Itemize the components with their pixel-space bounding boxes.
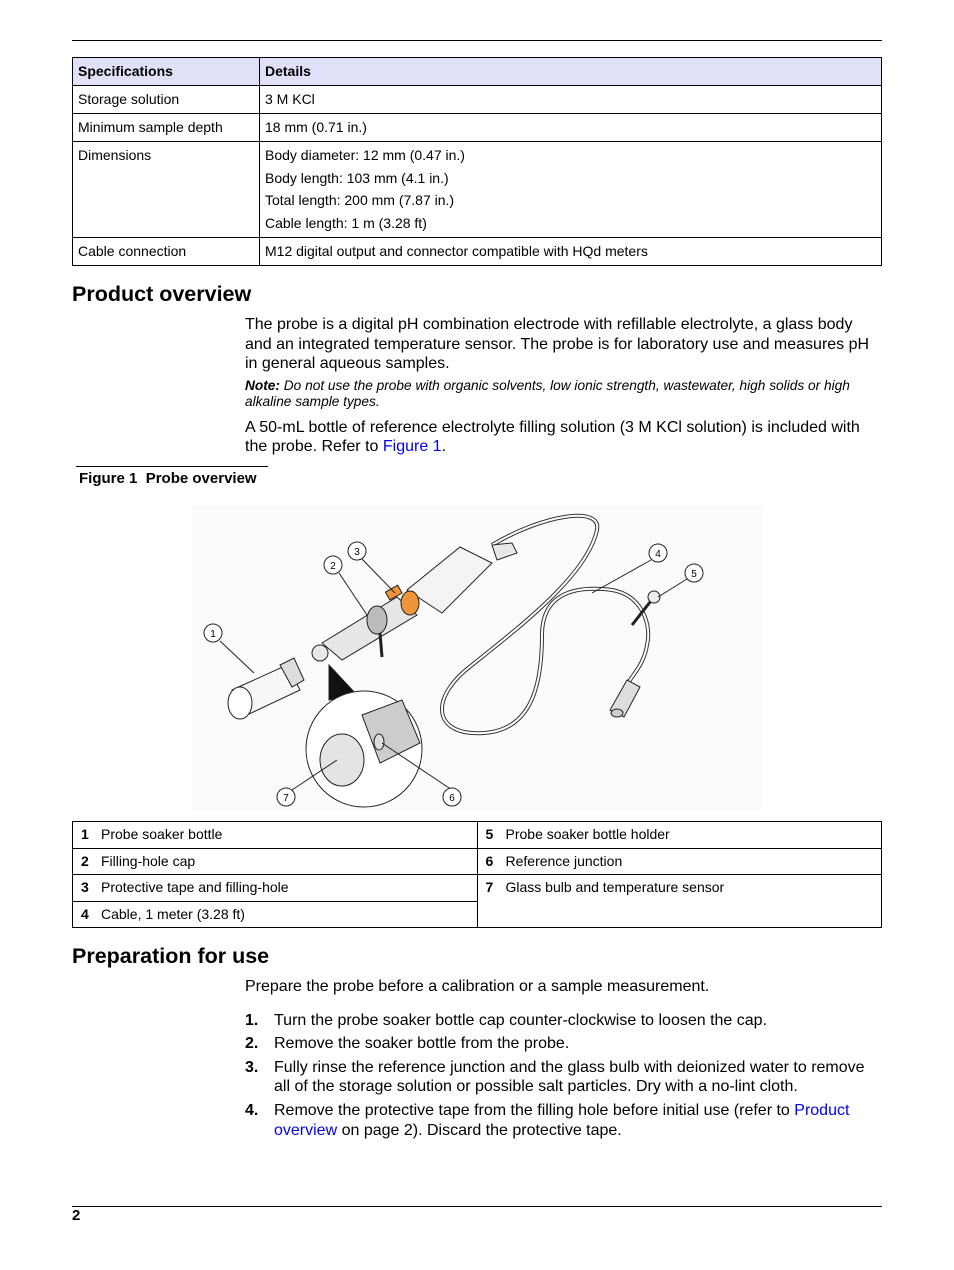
product-overview-body (245, 315, 880, 457)
specifications-table (72, 57, 882, 266)
text: . (441, 438, 447, 456)
table-row (73, 142, 882, 238)
spec-name: Storage solution (73, 86, 260, 114)
page-number: 2 (72, 1207, 81, 1224)
table-row (73, 114, 882, 142)
legend-row (73, 822, 882, 849)
figure-legend-table (72, 821, 882, 928)
legend-label: Probe soaker bottle holder (505, 826, 670, 842)
spec-detail (260, 142, 882, 238)
step-text: Remove the soaker bottle from the probe. (274, 1035, 570, 1053)
step-num: 4. (245, 1101, 259, 1119)
callout-5: 5 (691, 569, 697, 580)
spec-name: Dimensions (73, 142, 260, 238)
legend-num: 3 (81, 879, 89, 895)
legend-num: 4 (81, 905, 89, 922)
table-row (73, 86, 882, 114)
step-text: Turn the probe soaker bottle cap counter-clockwise to loosen the cap. (274, 1011, 768, 1029)
step-num: 1. (245, 1011, 259, 1029)
callout-6: 6 (449, 793, 455, 804)
legend-label: Protective tape and filling-hole (101, 879, 289, 895)
section-heading-preparation: Preparation for use (72, 944, 270, 968)
paragraph (245, 418, 880, 457)
legend-item (73, 848, 478, 875)
step-num: 2. (245, 1035, 259, 1053)
legend-label: Glass bulb and temperature sensor (505, 879, 725, 895)
text: A 50-mL bottle of reference electrolyte filling solution (3 M KCl solution) is included with the probe. Refer to (245, 418, 860, 456)
callout-4: 4 (655, 549, 661, 560)
legend-item (477, 822, 882, 849)
legend-label: Reference junction (505, 852, 623, 869)
callout-1: 1 (210, 629, 216, 640)
legend-num: 5 (485, 826, 494, 842)
legend-label: Probe soaker bottle (101, 826, 223, 842)
callout-3: 3 (354, 547, 360, 558)
table-row (73, 238, 882, 266)
spec-detail: M12 digital output and connector compatible with HQd meters (260, 238, 882, 266)
legend-num: 6 (485, 852, 494, 869)
caption-number: Figure 1 (79, 470, 138, 487)
legend-item (73, 875, 478, 902)
step (245, 1034, 880, 1054)
step (245, 1011, 880, 1031)
probe-overview-illustration (192, 505, 762, 810)
spec-name: Cable connection (73, 238, 260, 266)
product-overview-link[interactable]: Product overview (274, 1101, 850, 1139)
legend-num: 2 (81, 852, 89, 869)
legend-item (477, 875, 882, 928)
note-text: Do not use the probe with organic solvents, low ionic strength, wastewater, high solids or high alkaline sample types. (245, 377, 850, 409)
figure-1-link[interactable]: Figure 1 (382, 438, 442, 456)
header-details: Details (260, 58, 882, 86)
callout-2: 2 (330, 561, 336, 572)
step-text: Fully rinse the reference junction and the glass bulb with deionized water to remove all of the storage solution or possible salt particles. Dry with a no-lint cloth. (274, 1058, 865, 1096)
detail-line: Total length: 200 mm (7.87 in.) (265, 192, 455, 208)
paragraph: Prepare the probe before a calibration or a sample measurement. (245, 978, 710, 995)
step (245, 1058, 880, 1097)
spec-detail: 18 mm (0.71 in.) (260, 114, 882, 142)
legend-item (73, 822, 478, 849)
caption-title: Probe overview (145, 470, 257, 487)
footer-rule (72, 1206, 882, 1207)
legend-item (73, 901, 478, 928)
legend-row (73, 875, 882, 902)
note-label: Note: (245, 377, 280, 393)
figure-caption (79, 470, 257, 487)
step-text: on page 2). Discard the protective tape. (337, 1121, 622, 1139)
legend-row (73, 848, 882, 875)
legend-num: 7 (485, 879, 494, 895)
preparation-body (245, 977, 880, 1144)
callout-7: 7 (283, 793, 289, 804)
step-text: Remove the protective tape from the filling hole before initial use (refer to (274, 1101, 795, 1119)
legend-item (477, 848, 882, 875)
section-heading-product-overview: Product overview (72, 282, 252, 306)
detail-line: Body length: 103 mm (4.1 in.) (265, 169, 449, 186)
spec-detail: 3 M KCl (260, 86, 882, 114)
caption-rule (76, 466, 268, 467)
detail-line: Body diameter: 12 mm (0.47 in.) (265, 147, 465, 163)
table-header-row (73, 58, 882, 86)
legend-num: 1 (81, 826, 89, 842)
step (245, 1101, 880, 1140)
step-num: 3. (245, 1058, 259, 1076)
preparation-steps (245, 1011, 880, 1141)
detail-line: Cable length: 1 m (3.28 ft) (265, 214, 427, 231)
header-specifications: Specifications (73, 58, 260, 86)
paragraph: The probe is a digital pH combination electrode with refillable electrolyte, a glass body and an integrated temperature sensor. The probe is for laboratory use and measures pH in general aqueous samples. (245, 316, 870, 373)
note (245, 378, 880, 410)
legend-label: Filling-hole cap (101, 852, 196, 869)
header-rule (72, 40, 882, 41)
spec-name: Minimum sample depth (73, 114, 260, 142)
legend-label: Cable, 1 meter (3.28 ft) (101, 905, 245, 922)
